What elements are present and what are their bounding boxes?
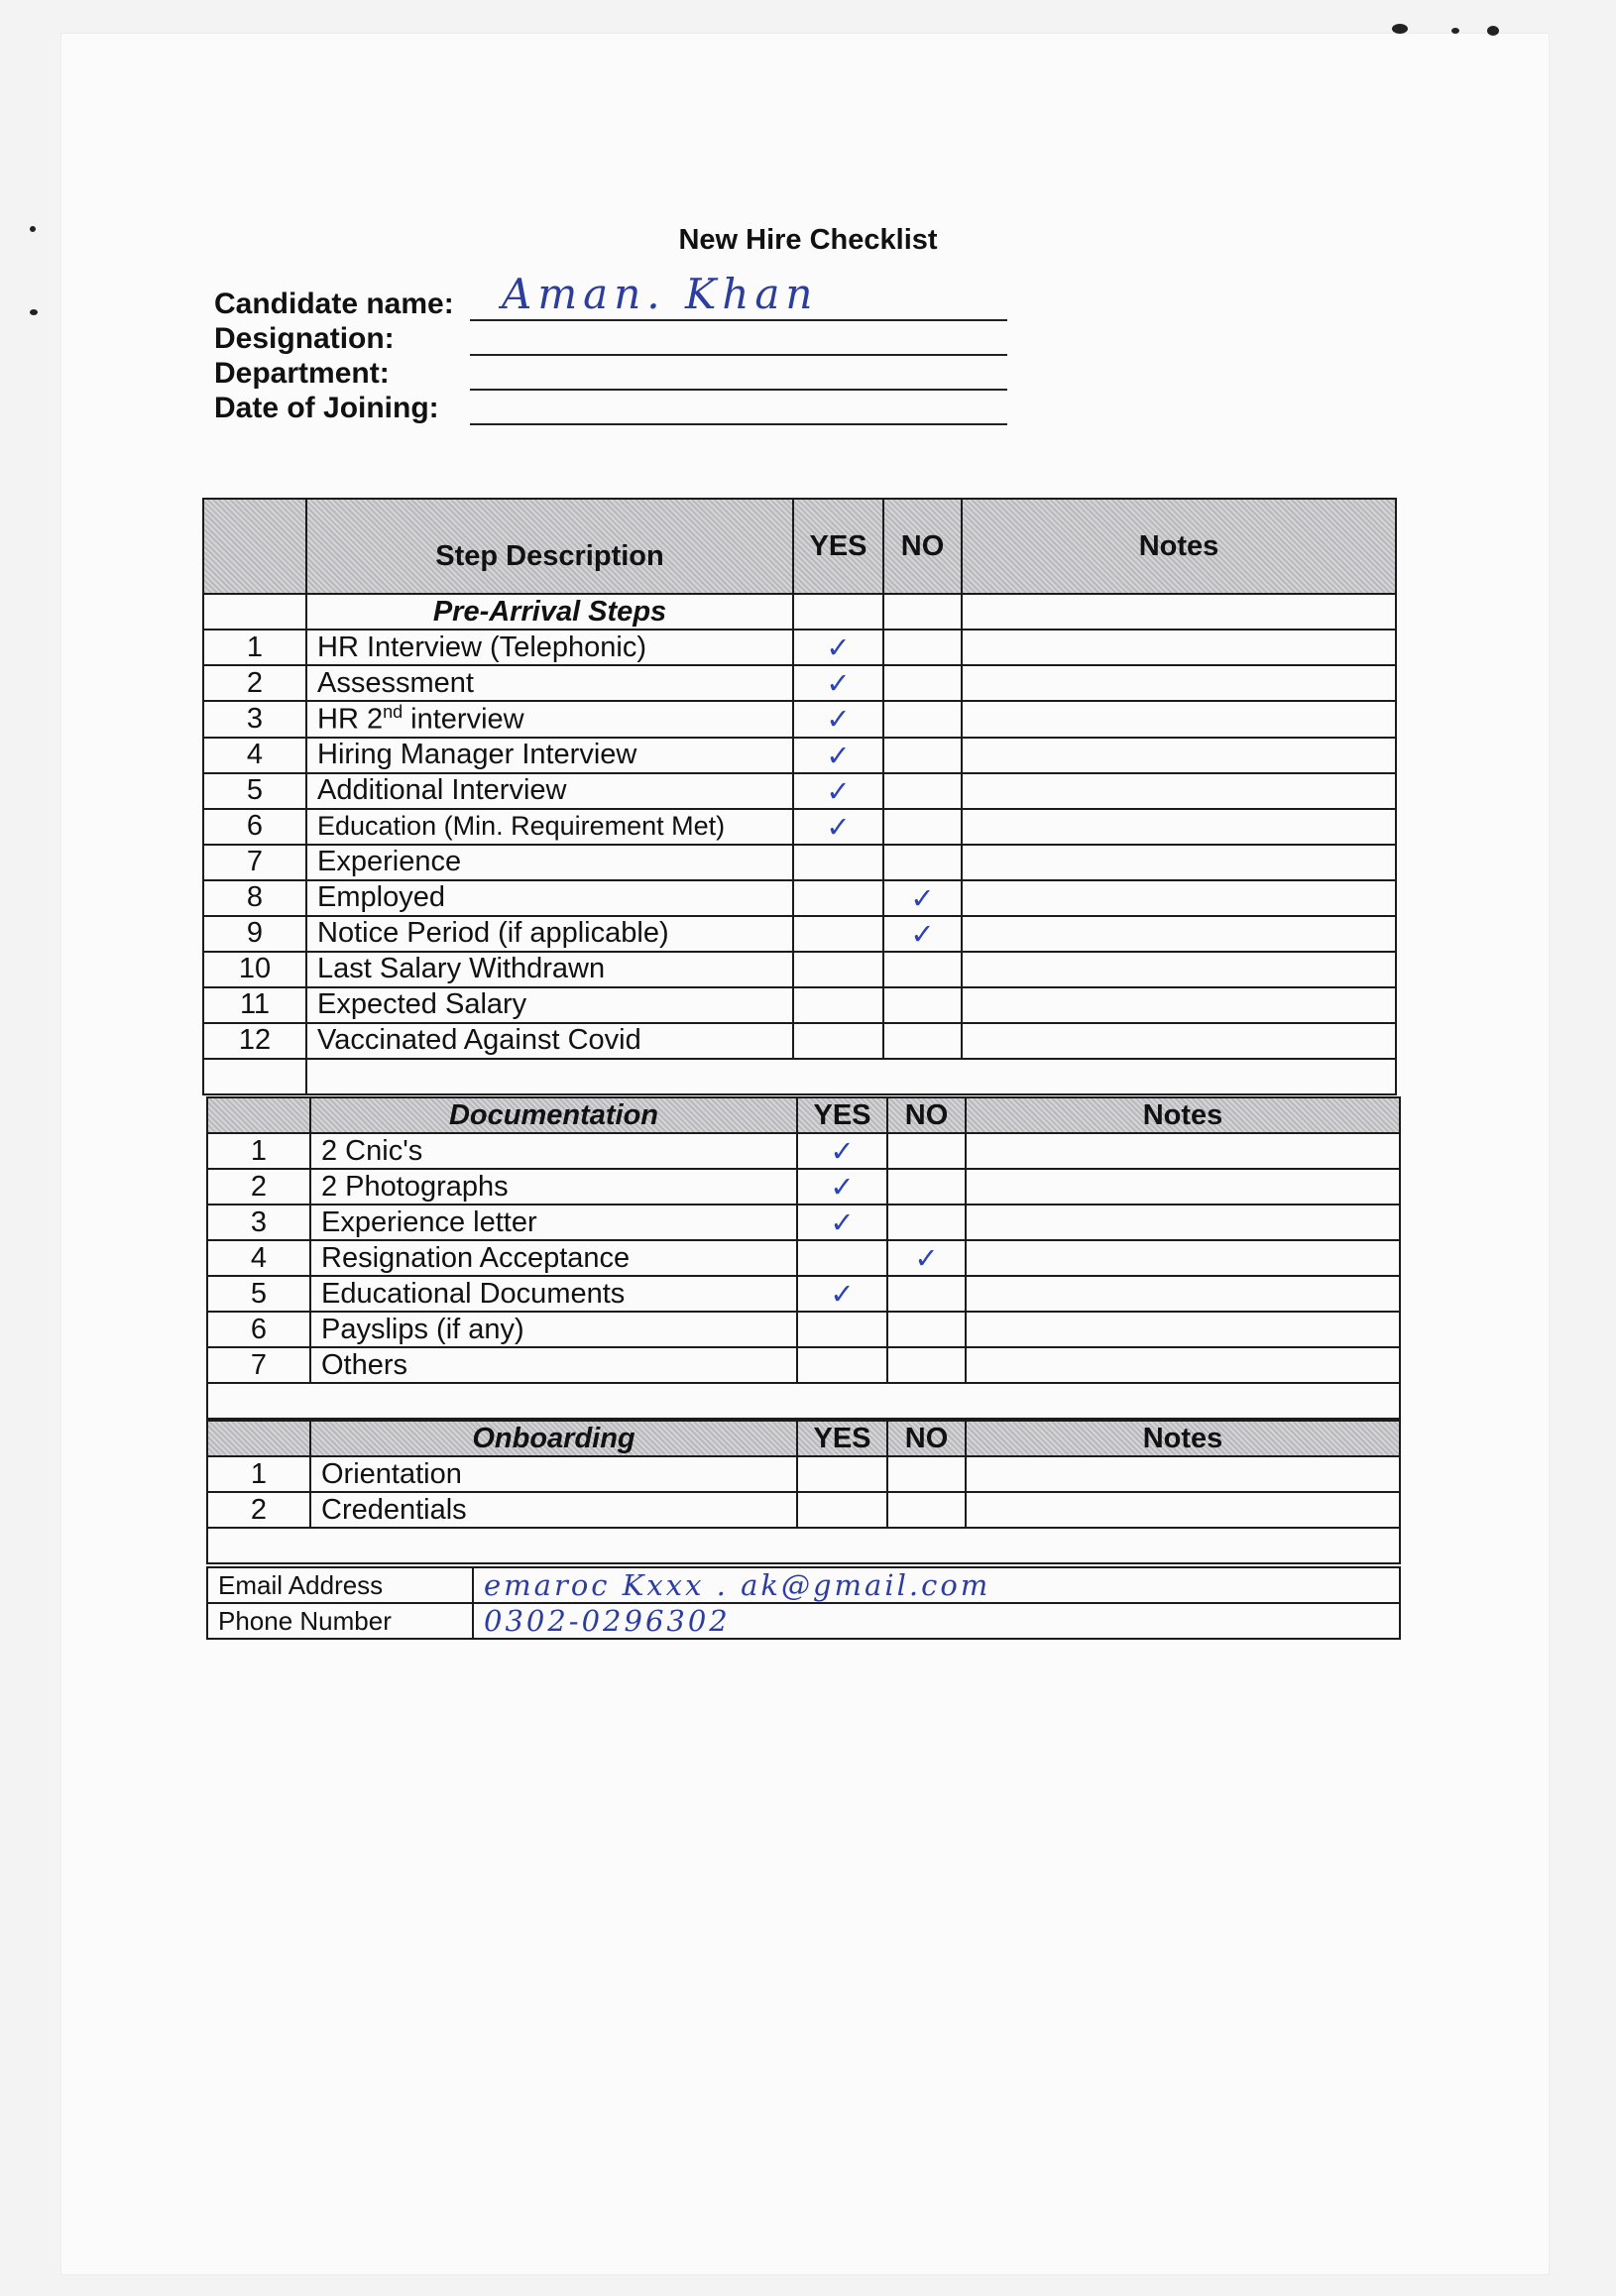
row-number: 5 bbox=[207, 1276, 310, 1312]
section-header-row bbox=[207, 1421, 1400, 1456]
row-no-check[interactable] bbox=[883, 987, 962, 1023]
row-description: Experience bbox=[306, 845, 793, 880]
email-row bbox=[207, 1567, 1400, 1603]
row-description: Education (Min. Requirement Met) bbox=[306, 809, 793, 845]
row-no-check[interactable] bbox=[887, 1347, 966, 1383]
phone-value[interactable]: 0302-0296302 bbox=[473, 1603, 1400, 1639]
row-number: 3 bbox=[207, 1205, 310, 1240]
header-yes: YES bbox=[797, 1421, 887, 1456]
row-no-check[interactable] bbox=[887, 1456, 966, 1492]
table-row bbox=[207, 1133, 1400, 1169]
table-row bbox=[207, 1169, 1400, 1205]
row-number: 9 bbox=[203, 916, 306, 952]
header-blank bbox=[207, 1421, 310, 1456]
table-row bbox=[203, 952, 1396, 987]
row-yes-check[interactable]: ✓ bbox=[797, 1169, 887, 1205]
row-notes[interactable] bbox=[962, 665, 1396, 701]
row-notes[interactable] bbox=[962, 916, 1396, 952]
row-number: 4 bbox=[203, 738, 306, 773]
row-description: Expected Salary bbox=[306, 987, 793, 1023]
table-row bbox=[203, 701, 1396, 738]
row-yes-check[interactable] bbox=[793, 880, 883, 916]
row-number: 11 bbox=[203, 987, 306, 1023]
row-notes[interactable] bbox=[962, 773, 1396, 809]
row-number: 3 bbox=[203, 701, 306, 738]
row-no-check[interactable] bbox=[887, 1205, 966, 1240]
table-row bbox=[203, 630, 1396, 665]
table-row bbox=[203, 916, 1396, 952]
row-number: 1 bbox=[207, 1133, 310, 1169]
spacer-row bbox=[203, 1059, 1396, 1094]
scan-speck bbox=[30, 309, 38, 315]
row-yes-check[interactable] bbox=[793, 916, 883, 952]
header-no: NO bbox=[883, 499, 962, 594]
row-number: 7 bbox=[207, 1347, 310, 1383]
row-notes[interactable] bbox=[966, 1347, 1400, 1383]
row-number: 4 bbox=[207, 1240, 310, 1276]
row-no-check[interactable] bbox=[883, 1023, 962, 1059]
row-no-check[interactable] bbox=[883, 665, 962, 701]
header-no: NO bbox=[887, 1421, 966, 1456]
table-row bbox=[203, 773, 1396, 809]
row-yes-check[interactable]: ✓ bbox=[797, 1133, 887, 1169]
spacer-row bbox=[207, 1383, 1400, 1419]
table-row bbox=[203, 880, 1396, 916]
row-description: Experience letter bbox=[310, 1205, 797, 1240]
email-value[interactable]: emaroc Kxxx . ak@gmail.com bbox=[473, 1567, 1400, 1603]
row-notes[interactable] bbox=[962, 880, 1396, 916]
row-number: 7 bbox=[203, 845, 306, 880]
row-description: 2 Photographs bbox=[310, 1169, 797, 1205]
row-notes[interactable] bbox=[962, 1023, 1396, 1059]
row-no-check[interactable]: ✓ bbox=[887, 1240, 966, 1276]
row-description: Hiring Manager Interview bbox=[306, 738, 793, 773]
row-yes-check[interactable]: ✓ bbox=[793, 701, 883, 738]
row-description: Others bbox=[310, 1347, 797, 1383]
row-description: HR 2nd interview bbox=[306, 701, 793, 738]
row-number: 12 bbox=[203, 1023, 306, 1059]
row-description: HR Interview (Telephonic) bbox=[306, 630, 793, 665]
scan-speck bbox=[1392, 24, 1408, 34]
row-yes-check[interactable]: ✓ bbox=[793, 738, 883, 773]
section-header-row bbox=[207, 1097, 1400, 1133]
row-notes[interactable] bbox=[962, 701, 1396, 738]
row-yes-check[interactable] bbox=[797, 1456, 887, 1492]
row-no-check[interactable] bbox=[887, 1312, 966, 1347]
row-yes-check[interactable] bbox=[793, 845, 883, 880]
table-row bbox=[203, 845, 1396, 880]
header-blank bbox=[207, 1097, 310, 1133]
date-of-joining-line[interactable] bbox=[470, 423, 1007, 425]
section-title-documentation: Documentation bbox=[310, 1097, 797, 1133]
onboarding-table bbox=[206, 1420, 1401, 1564]
header-no: NO bbox=[887, 1097, 966, 1133]
header-yes: YES bbox=[793, 499, 883, 594]
scan-speck bbox=[1487, 26, 1499, 36]
spacer-row bbox=[207, 1528, 1400, 1563]
spacer-cell bbox=[306, 1059, 1396, 1094]
spacer-cell bbox=[207, 1383, 1400, 1419]
row-yes-check[interactable] bbox=[793, 952, 883, 987]
row-notes[interactable] bbox=[966, 1312, 1400, 1347]
row-number: 10 bbox=[203, 952, 306, 987]
row-number: 5 bbox=[203, 773, 306, 809]
header-step-description: Step Description bbox=[306, 499, 793, 594]
row-yes-check[interactable] bbox=[797, 1312, 887, 1347]
header-notes: Notes bbox=[966, 1421, 1400, 1456]
header-blank bbox=[203, 499, 306, 594]
section-blank bbox=[203, 594, 306, 630]
row-notes[interactable] bbox=[962, 987, 1396, 1023]
row-no-check[interactable]: ✓ bbox=[883, 916, 962, 952]
row-description: Additional Interview bbox=[306, 773, 793, 809]
section-no-blank bbox=[883, 594, 962, 630]
row-description: Educational Documents bbox=[310, 1276, 797, 1312]
row-no-check[interactable] bbox=[887, 1492, 966, 1528]
header-yes: YES bbox=[797, 1097, 887, 1133]
row-number: 2 bbox=[207, 1169, 310, 1205]
row-notes[interactable] bbox=[962, 630, 1396, 665]
designation-line[interactable] bbox=[470, 354, 1007, 356]
row-yes-check[interactable]: ✓ bbox=[797, 1205, 887, 1240]
candidate-name-value[interactable]: Aman. Khan bbox=[502, 270, 819, 318]
pre-arrival-table bbox=[202, 498, 1397, 1095]
designation-label: Designation: bbox=[214, 322, 395, 355]
row-notes[interactable] bbox=[962, 738, 1396, 773]
department-label: Department: bbox=[214, 357, 390, 390]
row-notes[interactable] bbox=[962, 845, 1396, 880]
row-description: Vaccinated Against Covid bbox=[306, 1023, 793, 1059]
row-notes[interactable] bbox=[966, 1169, 1400, 1205]
department-line[interactable] bbox=[470, 389, 1007, 391]
row-no-check[interactable]: ✓ bbox=[883, 880, 962, 916]
row-notes[interactable] bbox=[962, 952, 1396, 987]
row-description: Last Salary Withdrawn bbox=[306, 952, 793, 987]
row-no-check[interactable] bbox=[883, 952, 962, 987]
row-notes[interactable] bbox=[966, 1492, 1400, 1528]
row-no-check[interactable] bbox=[883, 809, 962, 845]
table-row bbox=[207, 1347, 1400, 1383]
documentation-table bbox=[206, 1096, 1401, 1420]
table-row bbox=[207, 1312, 1400, 1347]
row-description: Employed bbox=[306, 880, 793, 916]
row-yes-check[interactable] bbox=[797, 1492, 887, 1528]
table-row bbox=[207, 1456, 1400, 1492]
row-no-check[interactable] bbox=[883, 845, 962, 880]
row-number: 1 bbox=[207, 1456, 310, 1492]
table-row bbox=[203, 738, 1396, 773]
section-title-pre-arrival: Pre-Arrival Steps bbox=[306, 594, 793, 630]
row-number: 2 bbox=[203, 665, 306, 701]
table-row bbox=[207, 1492, 1400, 1528]
row-notes[interactable] bbox=[966, 1205, 1400, 1240]
row-number: 1 bbox=[203, 630, 306, 665]
table-row bbox=[203, 665, 1396, 701]
row-no-check[interactable] bbox=[887, 1169, 966, 1205]
row-description: 2 Cnic's bbox=[310, 1133, 797, 1169]
section-title-row bbox=[203, 594, 1396, 630]
row-yes-check[interactable] bbox=[793, 1023, 883, 1059]
header-notes: Notes bbox=[966, 1097, 1400, 1133]
date-of-joining-label: Date of Joining: bbox=[214, 392, 439, 424]
table-row bbox=[203, 809, 1396, 845]
row-no-check[interactable] bbox=[883, 701, 962, 738]
row-notes[interactable] bbox=[966, 1276, 1400, 1312]
table-row bbox=[203, 987, 1396, 1023]
row-yes-check[interactable] bbox=[797, 1240, 887, 1276]
row-yes-check[interactable]: ✓ bbox=[793, 630, 883, 665]
row-no-check[interactable] bbox=[887, 1133, 966, 1169]
row-description: Orientation bbox=[310, 1456, 797, 1492]
row-yes-check[interactable]: ✓ bbox=[793, 773, 883, 809]
row-description: Credentials bbox=[310, 1492, 797, 1528]
spacer-cell bbox=[207, 1528, 1400, 1563]
contact-table bbox=[206, 1566, 1401, 1640]
scan-speck bbox=[1451, 28, 1459, 34]
row-no-check[interactable] bbox=[883, 630, 962, 665]
row-number: 6 bbox=[203, 809, 306, 845]
section-yes-blank bbox=[793, 594, 883, 630]
row-description: Assessment bbox=[306, 665, 793, 701]
row-yes-check[interactable] bbox=[797, 1347, 887, 1383]
row-number: 8 bbox=[203, 880, 306, 916]
section-title-onboarding: Onboarding bbox=[310, 1421, 797, 1456]
row-notes[interactable] bbox=[966, 1240, 1400, 1276]
row-description: Payslips (if any) bbox=[310, 1312, 797, 1347]
row-notes[interactable] bbox=[962, 809, 1396, 845]
email-label: Email Address bbox=[207, 1567, 473, 1603]
candidate-name-line[interactable] bbox=[470, 319, 1007, 321]
table-row bbox=[207, 1276, 1400, 1312]
row-no-check[interactable] bbox=[883, 773, 962, 809]
row-number: 6 bbox=[207, 1312, 310, 1347]
row-no-check[interactable] bbox=[887, 1276, 966, 1312]
row-no-check[interactable] bbox=[883, 738, 962, 773]
section-notes-blank bbox=[962, 594, 1396, 630]
row-yes-check[interactable]: ✓ bbox=[793, 809, 883, 845]
candidate-name-label: Candidate name: bbox=[214, 287, 454, 320]
row-yes-check[interactable]: ✓ bbox=[797, 1276, 887, 1312]
row-yes-check[interactable] bbox=[793, 987, 883, 1023]
table-row bbox=[207, 1205, 1400, 1240]
page-title: New Hire Checklist bbox=[678, 224, 938, 256]
row-notes[interactable] bbox=[966, 1456, 1400, 1492]
row-notes[interactable] bbox=[966, 1133, 1400, 1169]
table-row bbox=[207, 1240, 1400, 1276]
row-number: 2 bbox=[207, 1492, 310, 1528]
phone-label: Phone Number bbox=[207, 1603, 473, 1639]
row-description: Resignation Acceptance bbox=[310, 1240, 797, 1276]
header-notes: Notes bbox=[962, 499, 1396, 594]
table-header-row bbox=[203, 499, 1396, 594]
table-row bbox=[203, 1023, 1396, 1059]
phone-row bbox=[207, 1603, 1400, 1639]
row-yes-check[interactable]: ✓ bbox=[793, 665, 883, 701]
row-description: Notice Period (if applicable) bbox=[306, 916, 793, 952]
spacer-cell bbox=[203, 1059, 306, 1094]
